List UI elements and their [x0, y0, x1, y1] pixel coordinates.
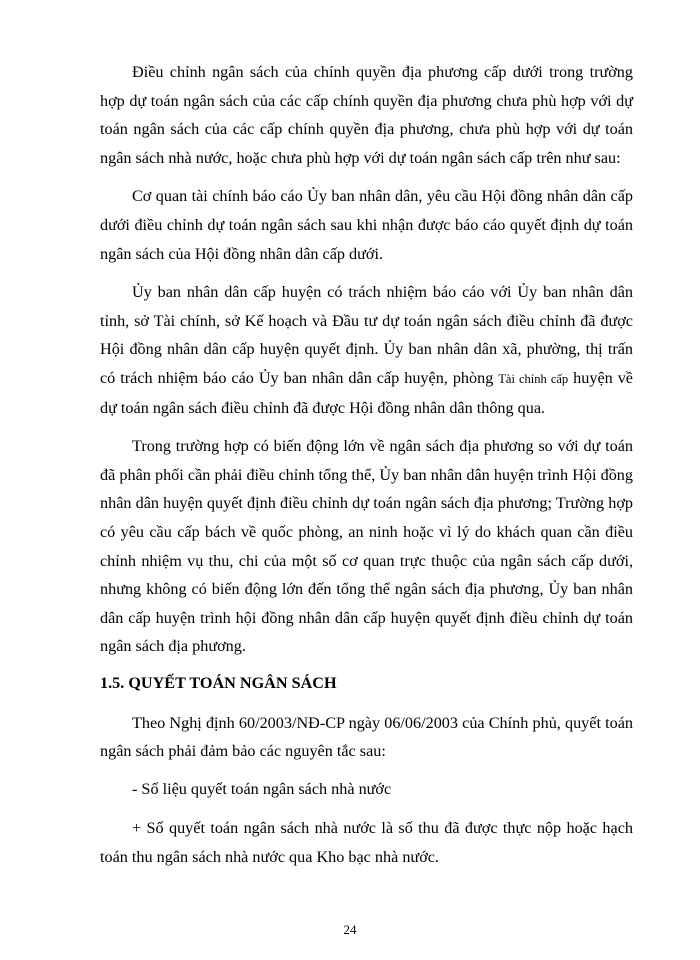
paragraph-decree-principles: Theo Nghị định 60/2003/NĐ-CP ngày 06/06/2003 của Chính phủ, quyết toán ngân sách phải đảm bảo các nguyên tắc sau: — [100, 713, 633, 761]
paragraph-district-committee-report — [100, 278, 633, 422]
paragraph-settlement-figure: + Số quyết toán ngân sách nhà nước là số thu đã được thực nộp hoặc hạch toán thu ngân sách nhà nước qua Kho bạc nhà nước. — [100, 819, 633, 866]
paragraph-budget-adjustment-intro: Điều chỉnh ngân sách của chính quyền địa phương cấp dưới trong trường hợp dự toán ngân sách của các cấp chính quyền địa phương chưa phù hợp với dự toán ngân sách của các cấp chính quyền địa phương, chưa phù hợp với dự toán ngân sách nhà nước, hoặc chưa phù hợp với dự toán ngân sách cấp trên như sau: — [100, 63, 633, 167]
document-page — [100, 58, 633, 881]
section-heading: 1.5. QUYẾT TOÁN NGÂN SÁCH — [100, 673, 337, 692]
paragraph-small-text: Tài chính cấp — [498, 371, 569, 386]
paragraph-text-part1: Ủy ban nhân dân cấp huyện có trách nhiệm báo cáo với Ủy ban nhân dân tỉnh, sở Tài chính, sở Kế hoạch và Đầu tư dự toán ngân sách điều chỉnh đã được Hội đồng nhân dân cấp huyện quyết định. Ủy ban nhân dân xã, phường, thị trấn có trách nhiệm báo cáo Ủy ban nhân dân cấp huyện, phòng — [100, 283, 633, 387]
paragraph-finance-agency-report: Cơ quan tài chính báo cáo Ủy ban nhân dân, yêu cầu Hội đồng nhân dân cấp dưới điều chỉnh dự toán ngân sách sau khi nhận được báo cáo quyết định dự toán ngân sách của Hội đồng nhân dân cấp dưới. — [100, 187, 633, 263]
paragraph-large-fluctuation: Trong trường hợp có biến động lớn về ngân sách địa phương so với dự toán đã phân phối cần phải điều chỉnh tổng thể, Ủy ban nhân dân huyện trình Hội đồng nhân dân huyện quyết định điều chỉnh dự toán ngân sách địa phương; Trường hợp có yêu cầu cấp bách về quốc phòng, an ninh hoặc vì lý do khách quan cần điều chỉnh nhiệm vụ thu, chi của một số cơ quan trực thuộc của ngân sách cấp dưới, nhưng không có biến động lớn đến tổng thể ngân sách địa phương, Ủy ban nhân dân cấp huyện trình hội đồng nhân dân cấp huyện quyết định điều chỉnh dự toán ngân sách địa phương. — [100, 437, 633, 656]
bullet-item: - Số liệu quyết toán ngân sách nhà nước — [132, 780, 392, 799]
paragraph-text-part2: huyện về dự toán ngân sách điều chỉnh đã được Hội đồng nhân dân thông qua. — [100, 368, 633, 417]
page-number: 24 — [343, 922, 357, 937]
